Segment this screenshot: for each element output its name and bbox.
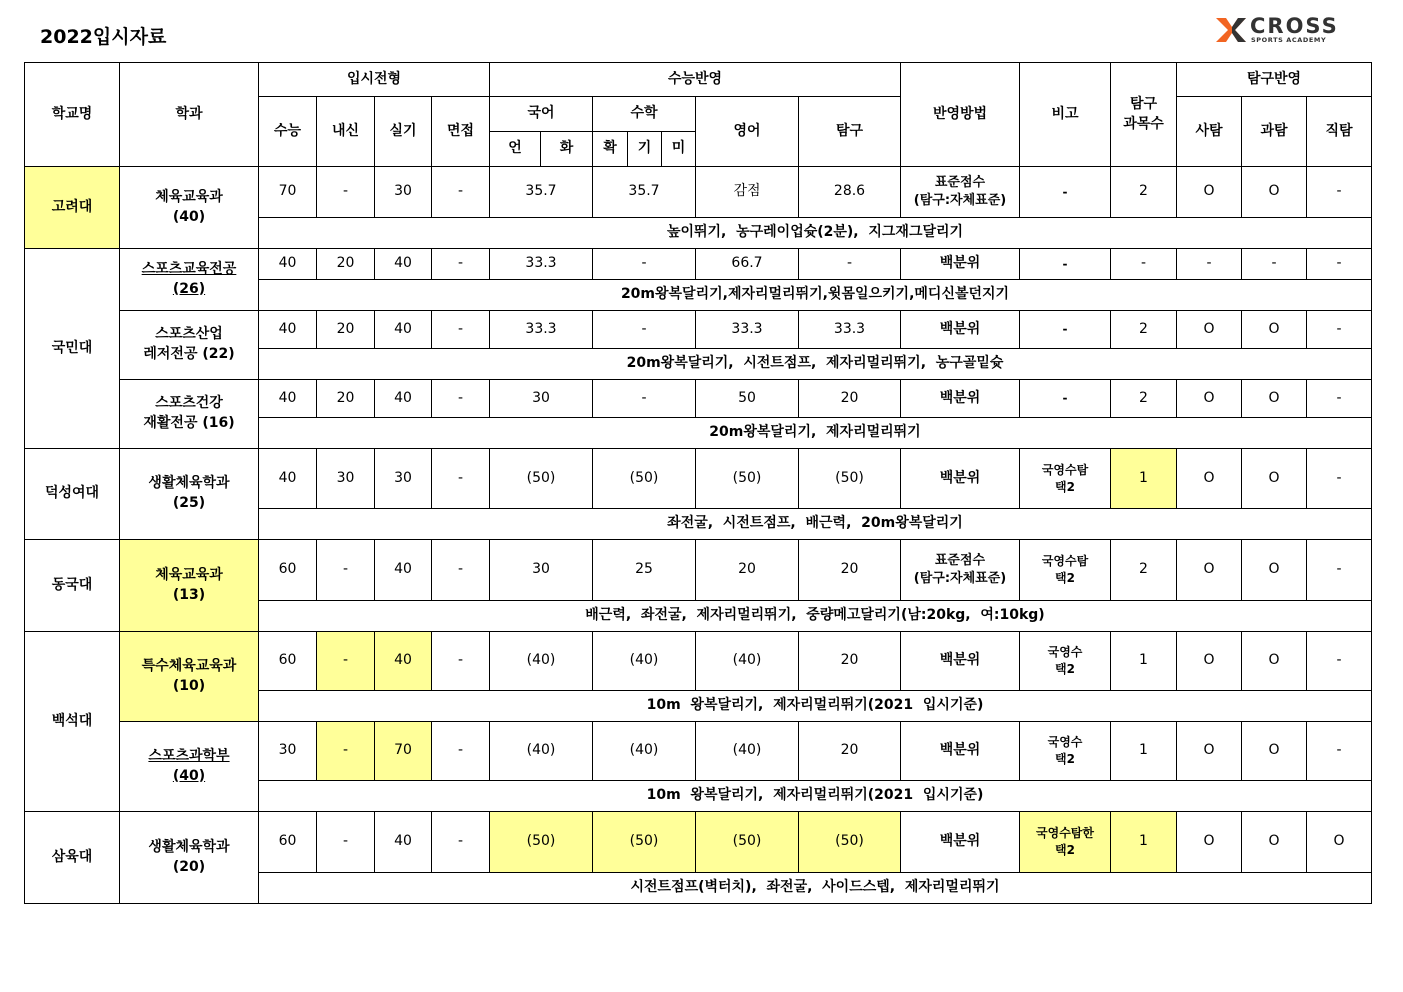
cell-suneung: 30 xyxy=(259,722,317,781)
cell-note: - xyxy=(1020,249,1111,280)
cell-inquiry: 33.3 xyxy=(799,311,901,349)
cell-math: (50) xyxy=(593,449,696,509)
table-row xyxy=(25,249,1372,280)
cell-social: O xyxy=(1177,632,1242,691)
school-name: 고려대 xyxy=(25,167,120,249)
cell-silgi: 30 xyxy=(375,167,432,218)
cell-science: O xyxy=(1242,449,1307,509)
cell-method: 백분위 xyxy=(901,812,1020,873)
cell-naesin: - xyxy=(317,812,375,873)
cell-science: O xyxy=(1242,167,1307,218)
cross-logo xyxy=(1214,16,1349,46)
admission-table xyxy=(24,62,1372,904)
cell-korean: 33.3 xyxy=(490,311,593,349)
cell-subject-count: 2 xyxy=(1111,380,1177,418)
cell-vocational: - xyxy=(1307,380,1372,418)
cell-note: - xyxy=(1020,311,1111,349)
cell-method: 표준점수 (탐구:자체표준) xyxy=(901,167,1020,218)
header-math-hwak: 확 xyxy=(593,132,628,167)
cell-math: (40) xyxy=(593,632,696,691)
cell-method: 백분위 xyxy=(901,249,1020,280)
department-name: 체육교육과 (40) xyxy=(120,167,259,249)
header-inquiry-reflection: 탐구반영 xyxy=(1177,63,1372,97)
school-name: 덕성여대 xyxy=(25,449,120,540)
header-english: 영어 xyxy=(696,97,799,167)
cell-naesin: 30 xyxy=(317,449,375,509)
cell-math: 35.7 xyxy=(593,167,696,218)
cell-science: O xyxy=(1242,311,1307,349)
department-name: 생활체육학과 (20) xyxy=(120,812,259,904)
practical-test-note: 시전트점프(벽터치), 좌전굴, 사이드스텝, 제자리멀리뛰기 xyxy=(259,873,1372,904)
cell-subject-count: 1 xyxy=(1111,449,1177,509)
cell-note: 국영수탐 택2 xyxy=(1020,449,1111,509)
school-name: 동국대 xyxy=(25,540,120,632)
logo-name: CROSS xyxy=(1250,14,1339,38)
cell-social: O xyxy=(1177,812,1242,873)
header-admission-type: 입시전형 xyxy=(259,63,490,97)
cell-interview: - xyxy=(432,722,490,781)
department-name xyxy=(120,249,259,311)
cell-english: (40) xyxy=(696,722,799,781)
cell-silgi: 30 xyxy=(375,449,432,509)
cell-note: 국영수탐 택2 xyxy=(1020,540,1111,601)
header-science: 과탐 xyxy=(1242,97,1307,167)
cell-vocational: - xyxy=(1307,249,1372,280)
cell-inquiry: 20 xyxy=(799,632,901,691)
table-row xyxy=(25,632,1372,691)
school-name: 백석대 xyxy=(25,632,120,812)
cell-silgi: 40 xyxy=(375,540,432,601)
cell-subject-count: 2 xyxy=(1111,540,1177,601)
header-school: 학교명 xyxy=(25,63,120,167)
header-dept: 학과 xyxy=(120,63,259,167)
cell-interview: - xyxy=(432,812,490,873)
cell-subject-count: 1 xyxy=(1111,632,1177,691)
cell-suneung: 40 xyxy=(259,311,317,349)
cell-inquiry: 20 xyxy=(799,722,901,781)
cell-vocational: - xyxy=(1307,449,1372,509)
department-label: 스포츠교육전공 (26) xyxy=(141,260,237,297)
cell-note: - xyxy=(1020,380,1111,418)
cell-inquiry: 28.6 xyxy=(799,167,901,218)
cell-naesin: - xyxy=(317,632,375,691)
cell-suneung: 40 xyxy=(259,449,317,509)
cell-subject-count: 2 xyxy=(1111,311,1177,349)
cell-suneung: 60 xyxy=(259,540,317,601)
practical-test-note: 높이뛰기, 농구레이업슛(2분), 지그재그달리기 xyxy=(259,218,1372,249)
header-adm-silgi: 실기 xyxy=(375,97,432,167)
cell-english: 20 xyxy=(696,540,799,601)
cell-korean: (50) xyxy=(490,449,593,509)
cell-english: 66.7 xyxy=(696,249,799,280)
cross-logo-icon xyxy=(1214,16,1248,44)
school-name: 국민대 xyxy=(25,249,120,449)
cell-science: O xyxy=(1242,380,1307,418)
cell-math: (50) xyxy=(593,812,696,873)
cell-science: - xyxy=(1242,249,1307,280)
cell-subject-count: - xyxy=(1111,249,1177,280)
cell-interview: - xyxy=(432,449,490,509)
department-name xyxy=(120,722,259,812)
cell-social: O xyxy=(1177,311,1242,349)
cell-english: (50) xyxy=(696,812,799,873)
cell-science: O xyxy=(1242,812,1307,873)
cell-social: O xyxy=(1177,167,1242,218)
cell-method: 백분위 xyxy=(901,722,1020,781)
cell-social: O xyxy=(1177,449,1242,509)
cell-science: O xyxy=(1242,632,1307,691)
cell-note: 국영수 택2 xyxy=(1020,722,1111,781)
cell-vocational: - xyxy=(1307,632,1372,691)
cell-korean: 30 xyxy=(490,380,593,418)
cell-subject-count: 2 xyxy=(1111,167,1177,218)
cell-math: - xyxy=(593,311,696,349)
cell-interview: - xyxy=(432,380,490,418)
cell-inquiry: (50) xyxy=(799,449,901,509)
header-inquiry: 탐구 xyxy=(799,97,901,167)
cell-science: O xyxy=(1242,722,1307,781)
cell-english: 50 xyxy=(696,380,799,418)
table-row xyxy=(25,380,1372,418)
cell-naesin: 20 xyxy=(317,380,375,418)
cell-korean: 35.7 xyxy=(490,167,593,218)
cell-vocational: - xyxy=(1307,540,1372,601)
cell-english: 33.3 xyxy=(696,311,799,349)
cell-english: 감점 xyxy=(696,167,799,218)
cell-method: 백분위 xyxy=(901,380,1020,418)
cell-interview: - xyxy=(432,311,490,349)
department-name: 생활체육학과 (25) xyxy=(120,449,259,540)
header-method: 반영방법 xyxy=(901,63,1020,167)
cell-silgi: 40 xyxy=(375,380,432,418)
cell-suneung: 60 xyxy=(259,632,317,691)
cell-method: 백분위 xyxy=(901,311,1020,349)
cell-vocational: O xyxy=(1307,812,1372,873)
cell-suneung: 70 xyxy=(259,167,317,218)
header-math: 수학 xyxy=(593,97,696,132)
department-name: 체육교육과 (13) xyxy=(120,540,259,632)
cell-interview: - xyxy=(432,632,490,691)
practical-test-note: 배근력, 좌전굴, 제자리멀리뛰기, 중량메고달리기(남:20kg, 여:10kg) xyxy=(259,601,1372,632)
page-title: 2022입시자료 xyxy=(40,26,167,48)
cell-math: - xyxy=(593,249,696,280)
header-adm-interview: 면접 xyxy=(432,97,490,167)
department-name: 스포츠산업 레저전공 (22) xyxy=(120,311,259,380)
cell-interview: - xyxy=(432,167,490,218)
cell-method: 표준점수 (탐구:자체표준) xyxy=(901,540,1020,601)
department-label: 스포츠과학부 (40) xyxy=(148,747,230,784)
cell-korean: 30 xyxy=(490,540,593,601)
cell-subject-count: 1 xyxy=(1111,812,1177,873)
department-name: 스포츠건강 재활전공 (16) xyxy=(120,380,259,449)
cell-vocational: - xyxy=(1307,167,1372,218)
cell-suneung: 40 xyxy=(259,380,317,418)
practical-test-note: 좌전굴, 시전트점프, 배근력, 20m왕복달리기 xyxy=(259,509,1372,540)
cell-korean: 33.3 xyxy=(490,249,593,280)
practical-test-note: 20m왕복달리기, 제자리멀리뛰기 xyxy=(259,418,1372,449)
cell-naesin: - xyxy=(317,167,375,218)
cell-method: 백분위 xyxy=(901,632,1020,691)
cell-subject-count: 1 xyxy=(1111,722,1177,781)
table-row xyxy=(25,449,1372,509)
cell-korean: (40) xyxy=(490,722,593,781)
cell-vocational: - xyxy=(1307,311,1372,349)
practical-test-note: 10m 왕복달리기, 제자리멀리뛰기(2021 입시기준) xyxy=(259,781,1372,812)
school-name: 삼육대 xyxy=(25,812,120,904)
cell-silgi: 40 xyxy=(375,311,432,349)
cell-social: O xyxy=(1177,722,1242,781)
header-social: 사탐 xyxy=(1177,97,1242,167)
table-row xyxy=(25,167,1372,218)
cell-naesin: 20 xyxy=(317,311,375,349)
header-adm-naesin: 내신 xyxy=(317,97,375,167)
cell-english: (50) xyxy=(696,449,799,509)
cell-silgi: 40 xyxy=(375,812,432,873)
table-row xyxy=(25,812,1372,873)
practical-test-note: 20m왕복달리기,제자리멀리뛰기,윗몸일으키기,메디신볼던지기 xyxy=(259,280,1372,311)
cell-science: O xyxy=(1242,540,1307,601)
cell-note: 국영수 택2 xyxy=(1020,632,1111,691)
header-adm-suneung: 수능 xyxy=(259,97,317,167)
practical-test-note: 20m왕복달리기, 시전트점프, 제자리멀리뛰기, 농구골밑슛 xyxy=(259,349,1372,380)
cell-silgi: 40 xyxy=(375,632,432,691)
cell-suneung: 40 xyxy=(259,249,317,280)
cell-math: (40) xyxy=(593,722,696,781)
cell-social: - xyxy=(1177,249,1242,280)
cell-math: 25 xyxy=(593,540,696,601)
table-row xyxy=(25,540,1372,601)
cell-naesin: - xyxy=(317,540,375,601)
cell-vocational: - xyxy=(1307,722,1372,781)
practical-test-note: 10m 왕복달리기, 제자리멀리뛰기(2021 입시기준) xyxy=(259,691,1372,722)
cell-inquiry: 20 xyxy=(799,380,901,418)
cell-english: (40) xyxy=(696,632,799,691)
header-vocational: 직탐 xyxy=(1307,97,1372,167)
header-korean: 국어 xyxy=(490,97,593,132)
cell-naesin: 20 xyxy=(317,249,375,280)
cell-naesin: - xyxy=(317,722,375,781)
cell-math: - xyxy=(593,380,696,418)
cell-inquiry: 20 xyxy=(799,540,901,601)
cell-interview: - xyxy=(432,540,490,601)
cell-korean: (40) xyxy=(490,632,593,691)
cell-social: O xyxy=(1177,380,1242,418)
cell-inquiry: - xyxy=(799,249,901,280)
header-math-gi: 기 xyxy=(628,132,662,167)
cell-note: 국영수탐한 택2 xyxy=(1020,812,1111,873)
header-korean-hwa: 화 xyxy=(541,132,593,167)
logo-subtitle: SPORTS ACADEMY xyxy=(1251,36,1327,44)
department-name: 특수체육교육과 (10) xyxy=(120,632,259,722)
cell-korean: (50) xyxy=(490,812,593,873)
cell-interview: - xyxy=(432,249,490,280)
header-note: 비고 xyxy=(1020,63,1111,167)
table-row xyxy=(25,722,1372,781)
header-subject-count: 탐구 과목수 xyxy=(1111,63,1177,167)
header-suneung: 수능반영 xyxy=(490,63,901,97)
table-row xyxy=(25,311,1372,349)
cell-inquiry: (50) xyxy=(799,812,901,873)
cell-silgi: 40 xyxy=(375,249,432,280)
header-korean-eon: 언 xyxy=(490,132,541,167)
cell-method: 백분위 xyxy=(901,449,1020,509)
cell-social: O xyxy=(1177,540,1242,601)
header-math-mi: 미 xyxy=(662,132,696,167)
cell-silgi: 70 xyxy=(375,722,432,781)
cell-note: - xyxy=(1020,167,1111,218)
cell-suneung: 60 xyxy=(259,812,317,873)
